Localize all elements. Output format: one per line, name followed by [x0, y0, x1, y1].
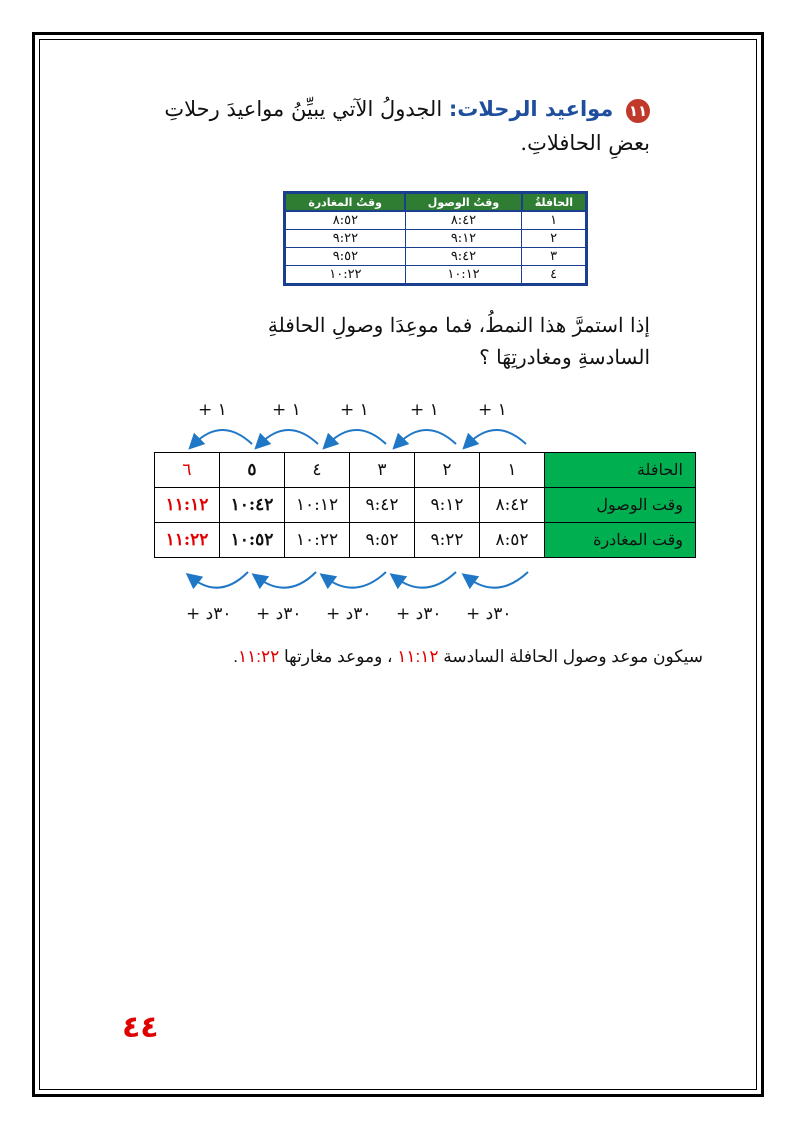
step-label: + ٣٠د [256, 604, 302, 624]
table-cell: ٥ [220, 453, 285, 488]
step-label: + ١ [272, 400, 301, 420]
table-cell: ٢ [522, 230, 587, 248]
answer-arrival: ١١:١٢ [397, 647, 439, 666]
table-cell: ٩:٤٢ [350, 488, 415, 523]
table-row [285, 248, 587, 266]
table-cell: ٩:١٢ [415, 488, 480, 523]
book-table-header-row [285, 193, 587, 212]
book-schedule-table [283, 191, 588, 286]
conclusion-end: . [233, 647, 238, 666]
table-cell: ١٠:٢٢ [285, 523, 350, 558]
table-cell: ٩:٢٢ [415, 523, 480, 558]
bottom-arrows [0, 566, 800, 600]
table-cell: ١٠:٤٢ [220, 488, 285, 523]
bus-row [155, 453, 696, 488]
table-cell: ١ [522, 211, 587, 230]
table-cell: ٤ [285, 453, 350, 488]
arrival-row [155, 488, 696, 523]
table-cell: ٨:٤٢ [480, 488, 545, 523]
solution-table [154, 452, 696, 558]
step-label: + ٣٠د [326, 604, 372, 624]
table-cell-answer: ٦ [155, 453, 220, 488]
table-cell: ٣ [522, 248, 587, 266]
table-cell: ٩:٢٢ [285, 230, 406, 248]
table-cell: ٨:٥٢ [285, 211, 406, 230]
book-header-arrival: وقتُ الوصول [405, 193, 521, 212]
step-label: + ١ [478, 400, 507, 420]
step-label: + ٣٠د [396, 604, 442, 624]
table-cell: ٩:٤٢ [405, 248, 521, 266]
table-row [285, 230, 587, 248]
table-row [285, 266, 587, 285]
departure-row [155, 523, 696, 558]
top-arrow [398, 430, 456, 444]
book-header-departure: وقتُ المغادرة [285, 193, 406, 212]
table-cell: ٨:٥٢ [480, 523, 545, 558]
table-cell: ١ [480, 453, 545, 488]
table-cell: ٨:٤٢ [405, 211, 521, 230]
step-label: + ١ [410, 400, 439, 420]
row-label-departure: وقت المغادرة [545, 523, 696, 558]
problem-statement [130, 92, 650, 160]
step-label: + ٣٠د [186, 604, 232, 624]
problem-intro: الجدولُ الآتي يبيِّنُ مواعيدَ رحلاتِ بعضِ الحافلاتِ. [164, 97, 650, 155]
step-label: + ١ [340, 400, 369, 420]
book-header-bus: الحافلةُ [522, 193, 587, 212]
problem-title: مواعيد الرحلات: [448, 97, 614, 121]
conclusion-text: سيكون موعد وصول الحافلة السادسة [443, 647, 703, 666]
page-number: ٤٤ [122, 1010, 159, 1045]
table-cell: ١٠:١٢ [405, 266, 521, 285]
step-label: + ١ [198, 400, 227, 420]
table-cell: ١٠:٥٢ [220, 523, 285, 558]
bottom-arrow [468, 572, 528, 588]
bottom-arrow [396, 572, 456, 588]
top-arrow [328, 430, 386, 444]
table-cell: ١٠:٢٢ [285, 266, 406, 285]
table-cell: ٣ [350, 453, 415, 488]
top-arrow [468, 430, 526, 444]
table-cell-answer: ١١:٢٢ [155, 523, 220, 558]
top-arrow [194, 430, 252, 444]
top-arrow [260, 430, 318, 444]
conclusion-text: ، وموعد مغارتها [283, 647, 393, 666]
question-text: إذا استمرَّ هذا النمطُ، فما موعِدَا وصولِ الحافلةِ السادسةِ ومغادرتِهَا ؟ [267, 313, 650, 369]
problem-number-badge: ١١ [626, 99, 650, 123]
step-label: + ٣٠د [466, 604, 512, 624]
table-cell: ٩:٥٢ [285, 248, 406, 266]
row-label-bus: الحافلة [545, 453, 696, 488]
row-label-arrival: وقت الوصول [545, 488, 696, 523]
top-arrows [0, 420, 800, 454]
conclusion-sentence [233, 647, 703, 667]
table-cell: ٩:٥٢ [350, 523, 415, 558]
table-cell: ٢ [415, 453, 480, 488]
bottom-arrow [258, 572, 316, 588]
bottom-step-labels [0, 604, 800, 630]
bottom-arrow [326, 572, 386, 588]
table-cell: ١٠:١٢ [285, 488, 350, 523]
answer-departure: ١١:٢٢ [237, 647, 280, 666]
table-row [285, 211, 587, 230]
table-cell: ٤ [522, 266, 587, 285]
bottom-arrow [192, 572, 248, 588]
table-cell-answer: ١١:١٢ [155, 488, 220, 523]
table-cell: ٩:١٢ [405, 230, 521, 248]
